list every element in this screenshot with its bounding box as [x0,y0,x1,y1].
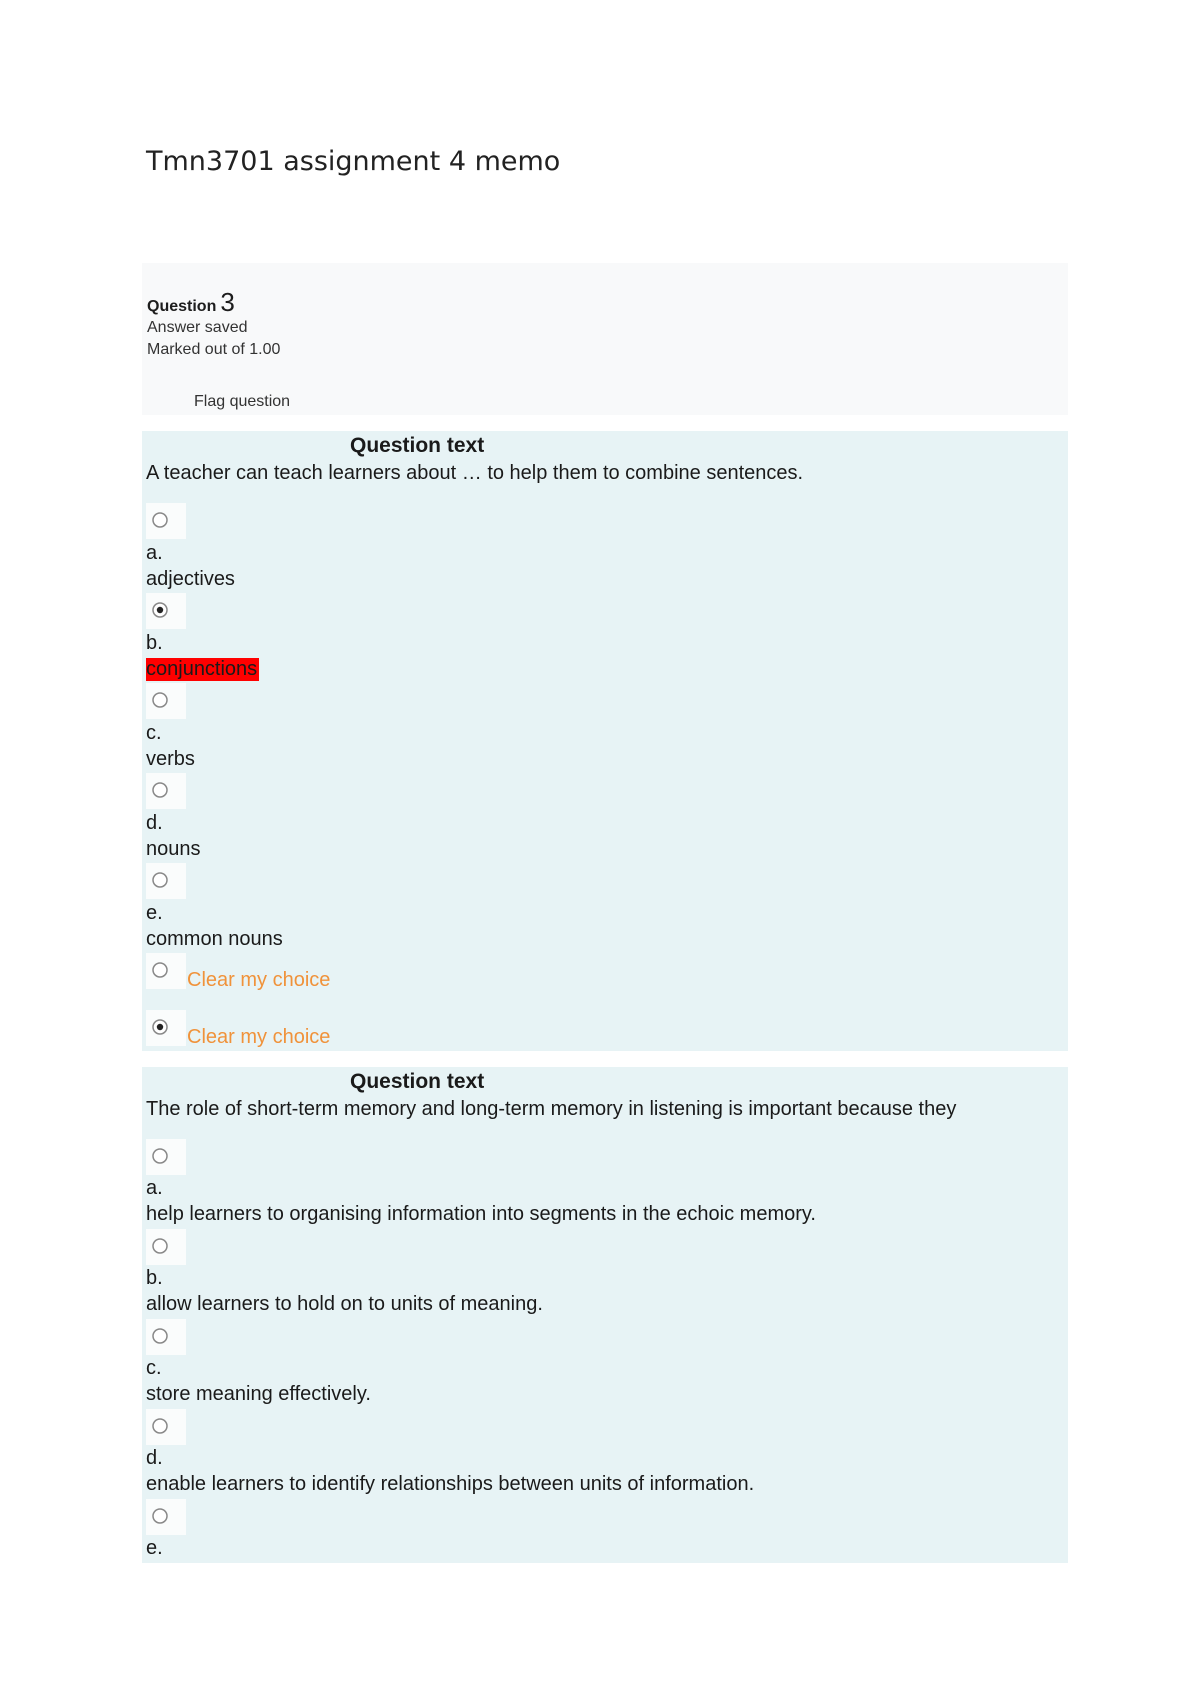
option-c-text[interactable]: verbs [146,748,195,770]
option-b-letter: b. [146,632,163,654]
option-a-radio[interactable] [146,1139,186,1175]
radio-checked-icon [151,601,169,619]
option-d-text[interactable]: enable learners to identify relationships between units of information. [146,1473,755,1495]
flag-question-link[interactable]: Flag question [194,393,291,410]
option-b-text[interactable]: conjunctions [146,658,258,680]
option-c-text[interactable]: store meaning effectively. [146,1383,371,1405]
question-card-1 [142,431,1068,1051]
question-text: A teacher can teach learners about … to help them to combine sentences. [146,462,804,484]
question-info-panel [142,263,1068,415]
radio-icon [151,511,169,529]
radio-icon [151,871,169,889]
option-c-letter: c. [146,1357,162,1379]
option-d-text[interactable]: nouns [146,838,201,860]
radio-icon [151,1147,169,1165]
question-number-label: Question 3 [147,287,235,317]
question-marks: Marked out of 1.00 [147,341,281,358]
option-e-radio[interactable] [146,863,186,899]
option-c-letter: c. [146,722,162,744]
option-b-radio[interactable] [146,593,186,629]
option-b-text[interactable]: allow learners to hold on to units of meaning. [146,1293,543,1315]
option-a-radio[interactable] [146,503,186,539]
radio-icon [151,1237,169,1255]
option-a-letter: a. [146,1177,163,1199]
option-e-letter: e. [146,1537,163,1559]
radio-icon [151,1417,169,1435]
question-state: Answer saved [147,319,248,336]
document-title: Tmn3701 assignment 4 memo [146,146,561,177]
option-a-text[interactable]: help learners to organising information into segments in the echoic memory. [146,1203,816,1225]
clear-my-choice-link-1[interactable]: Clear my choice [187,969,331,991]
radio-icon [151,781,169,799]
question-card-2 [142,1067,1068,1563]
option-c-radio[interactable] [146,1319,186,1355]
radio-icon [151,961,169,979]
option-b-letter: b. [146,1267,163,1289]
option-d-radio[interactable] [146,773,186,809]
clear-my-choice-link-2[interactable]: Clear my choice [187,1026,331,1048]
question-text-heading: Question text [350,1070,485,1093]
option-e-letter: e. [146,902,163,924]
option-d-radio[interactable] [146,1409,186,1445]
option-b-radio[interactable] [146,1229,186,1265]
radio-icon [151,1507,169,1525]
question-text: The role of short-term memory and long-term memory in listening is important because they [146,1098,957,1120]
clear-choice-radio-1[interactable] [146,953,186,989]
option-a-letter: a. [146,542,163,564]
radio-checked-icon [151,1018,169,1036]
clear-choice-radio-2[interactable] [146,1010,186,1046]
option-a-text[interactable]: adjectives [146,568,235,590]
radio-icon [151,1327,169,1345]
radio-icon [151,691,169,709]
option-c-radio[interactable] [146,683,186,719]
question-number: 3 [220,287,235,317]
option-e-radio[interactable] [146,1499,186,1535]
option-d-letter: d. [146,1447,163,1469]
question-text-heading: Question text [350,434,485,457]
option-d-letter: d. [146,812,163,834]
option-e-text[interactable]: common nouns [146,928,283,950]
